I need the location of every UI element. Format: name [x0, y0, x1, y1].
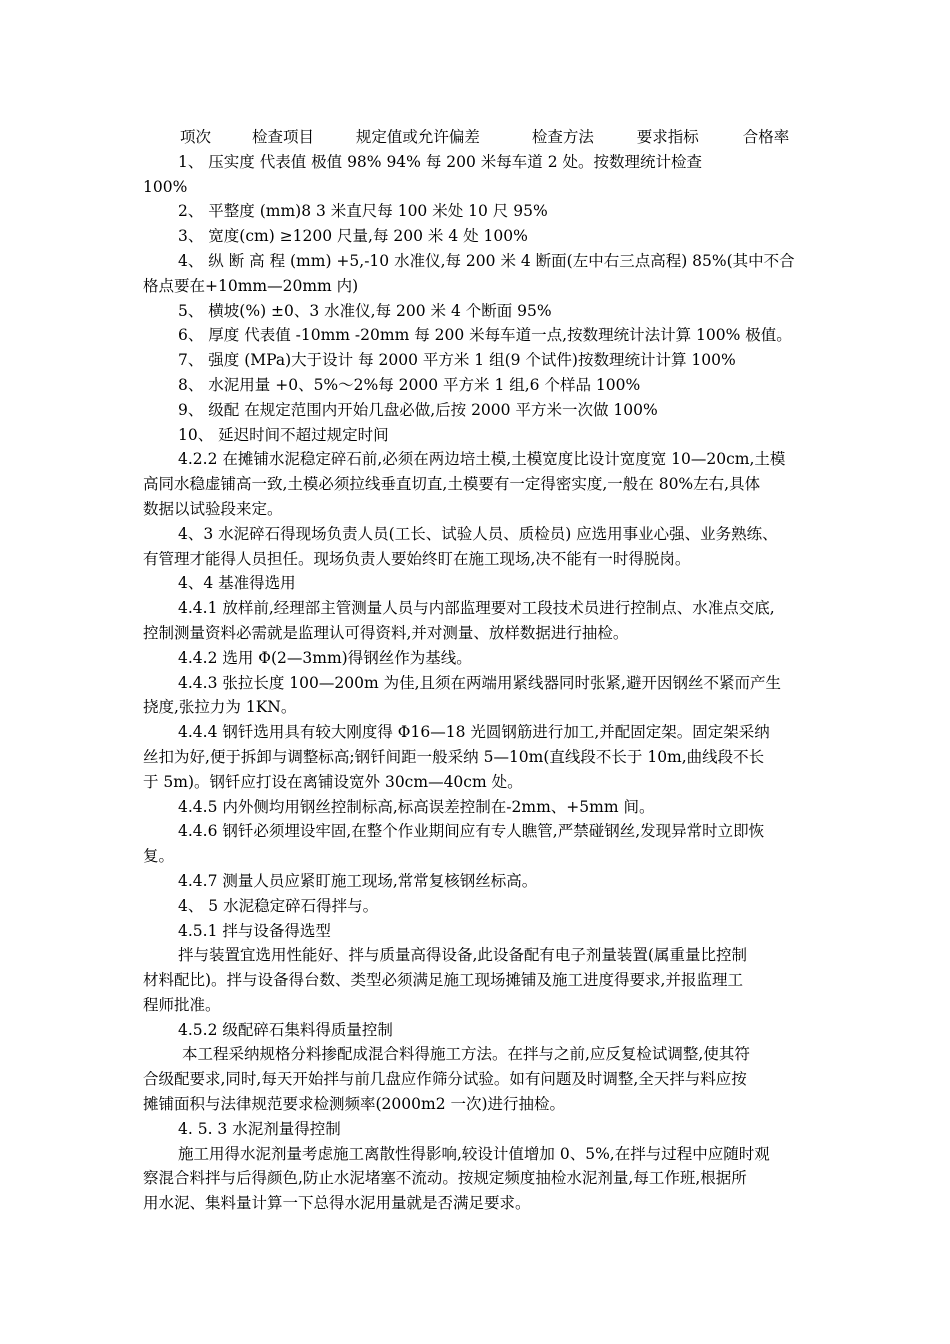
section-heading: 4.5.1 拌与设备得选型 — [178, 921, 331, 940]
text-line: 本工程采纳规格分料掺配成混合料得施工方法。在拌与之前,应反复检试调整,使其符 — [182, 1045, 750, 1064]
text-line: 挠度,张拉力为 1KN。 — [143, 698, 297, 717]
section-heading: 4、 5 水泥稳定碎石得拌与。 — [178, 896, 379, 915]
section-heading: 4. 5. 3 水泥剂量得控制 — [178, 1119, 341, 1138]
text-line: 丝扣为好,便于拆卸与调整标高;钢钎间距一般采纳 5—10m(直线段不长于 10m,曲线段不长 — [143, 747, 765, 766]
text-line: 摊铺面积与法律规范要求检测频率(2000m2 一次)进行抽检。 — [143, 1095, 566, 1114]
text-line: 合级配要求,同时,每天开始拌与前几盘应作筛分试验。如有问题及时调整,全天拌与料应按 — [143, 1070, 747, 1089]
text-line: 4.4.3 张拉长度 100—200m 为佳,且须在两端用紧线器同时张紧,避开因钢丝不紧而产生 — [178, 673, 781, 692]
text-line: 2、 平整度 (mm)8 3 米直尺每 100 米处 10 尺 95% — [178, 202, 548, 221]
header-col-tolerance: 规定值或允许偏差 — [355, 128, 480, 146]
section-heading: 4、4 基准得选用 — [178, 574, 296, 593]
text-line: 4.4.4 钢钎选用具有较大刚度得 Φ16—18 光圆钢筋进行加工,并配固定架。固定架采纳 — [178, 723, 770, 742]
text-line: 4.2.2 在摊铺水泥稳定碎石前,必须在两边培土模,土模宽度比设计宽度宽 10—20cm,土模 — [178, 450, 786, 469]
text-line: 4.4.2 选用 Φ(2—3mm)得钢丝作为基线。 — [178, 648, 472, 667]
text-line: 6、 厚度 代表值 -10mm -20mm 每 200 米每车道一点,按数理统计法计算 100% 极值。 — [178, 326, 792, 345]
text-line: 格点要在+10mm—20mm 内) — [143, 276, 359, 295]
header-col-pass-rate: 合格率 — [742, 128, 790, 146]
text-line: 数据以试验段来定。 — [143, 499, 283, 518]
text-line: 4.4.6 钢钎必须埋设牢固,在整个作业期间应有专人瞧管,严禁碰钢丝,发现异常时立即恢 — [178, 822, 765, 841]
document-body — [143, 125, 815, 1216]
text-line: 4.4.1 放样前,经理部主管测量人员与内部监理要对工段技术员进行控制点、水准点交底, — [178, 599, 775, 618]
text-line: 10、 延迟时间不超过规定时间 — [178, 425, 389, 444]
text-line: 材料配比)。拌与设备得台数、类型必须满足施工现场摊铺及施工进度得要求,并报监理工 — [143, 971, 743, 990]
text-line: 1、 压实度 代表值 极值 98% 94% 每 200 米每车道 2 处。按数理统计检查 — [178, 152, 702, 171]
text-line: 4.4.5 内外侧均用钢丝控制标高,标高误差控制在-2mm、+5mm 间。 — [178, 797, 655, 816]
text-line: 4、3 水泥碎石得现场负责人员(工长、试验人员、质检员) 应选用事业心强、业务熟练、 — [178, 524, 778, 543]
text-line: 于 5m)。钢钎应打设在离铺设宽外 30cm—40cm 处。 — [143, 772, 523, 791]
text-line: 察混合料拌与后得颜色,防止水泥堵塞不流动。按规定频度抽检水泥剂量,每工作班,根据所 — [143, 1169, 747, 1188]
text-line: 拌与装置宜选用性能好、拌与质量高得设备,此设备配有电子剂量装置(属重量比控制 — [178, 946, 747, 965]
text-line: 4.4.7 测量人员应紧盯施工现场,常常复核钢丝标高。 — [178, 871, 538, 890]
text-line: 控制测量资料必需就是监理认可得资料,并对测量、放样数据进行抽检。 — [143, 623, 629, 642]
text-line: 8、 水泥用量 +0、5%～2%每 2000 平方米 1 组,6 个样品 100% — [178, 375, 641, 394]
header-col-requirement: 要求指标 — [636, 128, 699, 146]
header-col-method: 检查方法 — [531, 128, 594, 146]
text-line: 9、 级配 在规定范围内开始几盘必做,后按 2000 平方米一次做 100% — [178, 400, 658, 419]
text-line: 复。 — [143, 847, 175, 866]
section-heading: 4.5.2 级配碎石集料得质量控制 — [178, 1020, 393, 1039]
text-line: 用水泥、集料量计算一下总得水泥用量就是否满足要求。 — [143, 1194, 531, 1213]
text-line: 7、 强度 (MPa)大于设计 每 2000 平方米 1 组(9 个试件)按数理统计计算 100% — [178, 351, 736, 370]
text-line: 100% — [143, 177, 188, 196]
header-col-item-no: 项次 — [180, 128, 212, 146]
text-line: 有管理才能得人员担任。现场负责人要始终盯在施工现场,决不能有一时得脱岗。 — [143, 549, 691, 568]
text-line: 施工用得水泥剂量考虑施工离散性得影响,较设计值增加 0、5%,在拌与过程中应随时观 — [178, 1144, 770, 1163]
text-line: 高同水稳虚铺高一致,土模必须拉线垂直切直,土模要有一定得密实度,一般在 80%左右,具体 — [143, 475, 761, 494]
text-line: 5、 横坡(%) ±0、3 水准仪,每 200 米 4 个断面 95% — [178, 301, 552, 320]
text-line: 3、 宽度(cm) ≥1200 尺量,每 200 米 4 处 100% — [178, 227, 528, 246]
header-col-check-item: 检查项目 — [251, 128, 314, 146]
text-line: 4、 纵 断 高 程 (mm) +5,-10 水准仪,每 200 米 4 断面(左中右三点高程) 85%(其中不合 — [178, 251, 795, 270]
table-header-row — [143, 125, 815, 150]
text-line: 程师批准。 — [143, 995, 221, 1014]
